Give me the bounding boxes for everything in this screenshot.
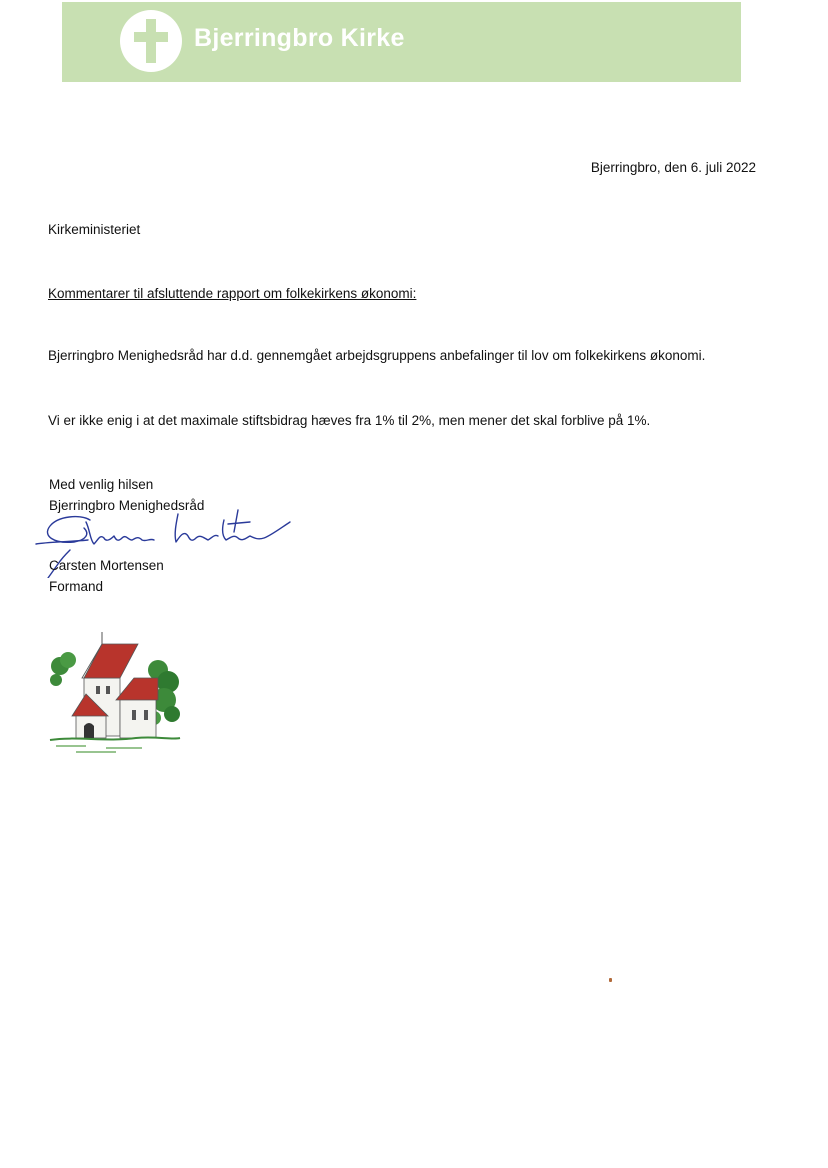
cross-circle-icon [118,8,184,74]
signatory-name: Carsten Mortensen [49,558,164,573]
paragraph-1: Bjerringbro Menighedsråd har d.d. gennemgået arbejdsgruppens anbefalinger til lov om folkekirkens økonomi. [48,348,706,363]
header-banner [62,2,741,82]
signatory-title: Formand [49,579,104,594]
paper-speck [609,978,612,982]
header-title: Bjerringbro Kirke [194,24,405,52]
paragraph-2: Vi er ikke enig i at det maximale stiftsbidrag hæves fra 1% til 2%, men mener det skal forblive på 1%. [48,413,651,428]
recipient: Kirkeministeriet [48,222,141,237]
closing: Med venlig hilsen [49,477,154,492]
organization: Bjerringbro Menighedsråd [49,498,205,513]
church-illustration [46,626,182,756]
subject-line: Kommentarer til afsluttende rapport om folkekirkens økonomi: [48,286,417,301]
date-line: Bjerringbro, den 6. juli 2022 [590,160,756,175]
